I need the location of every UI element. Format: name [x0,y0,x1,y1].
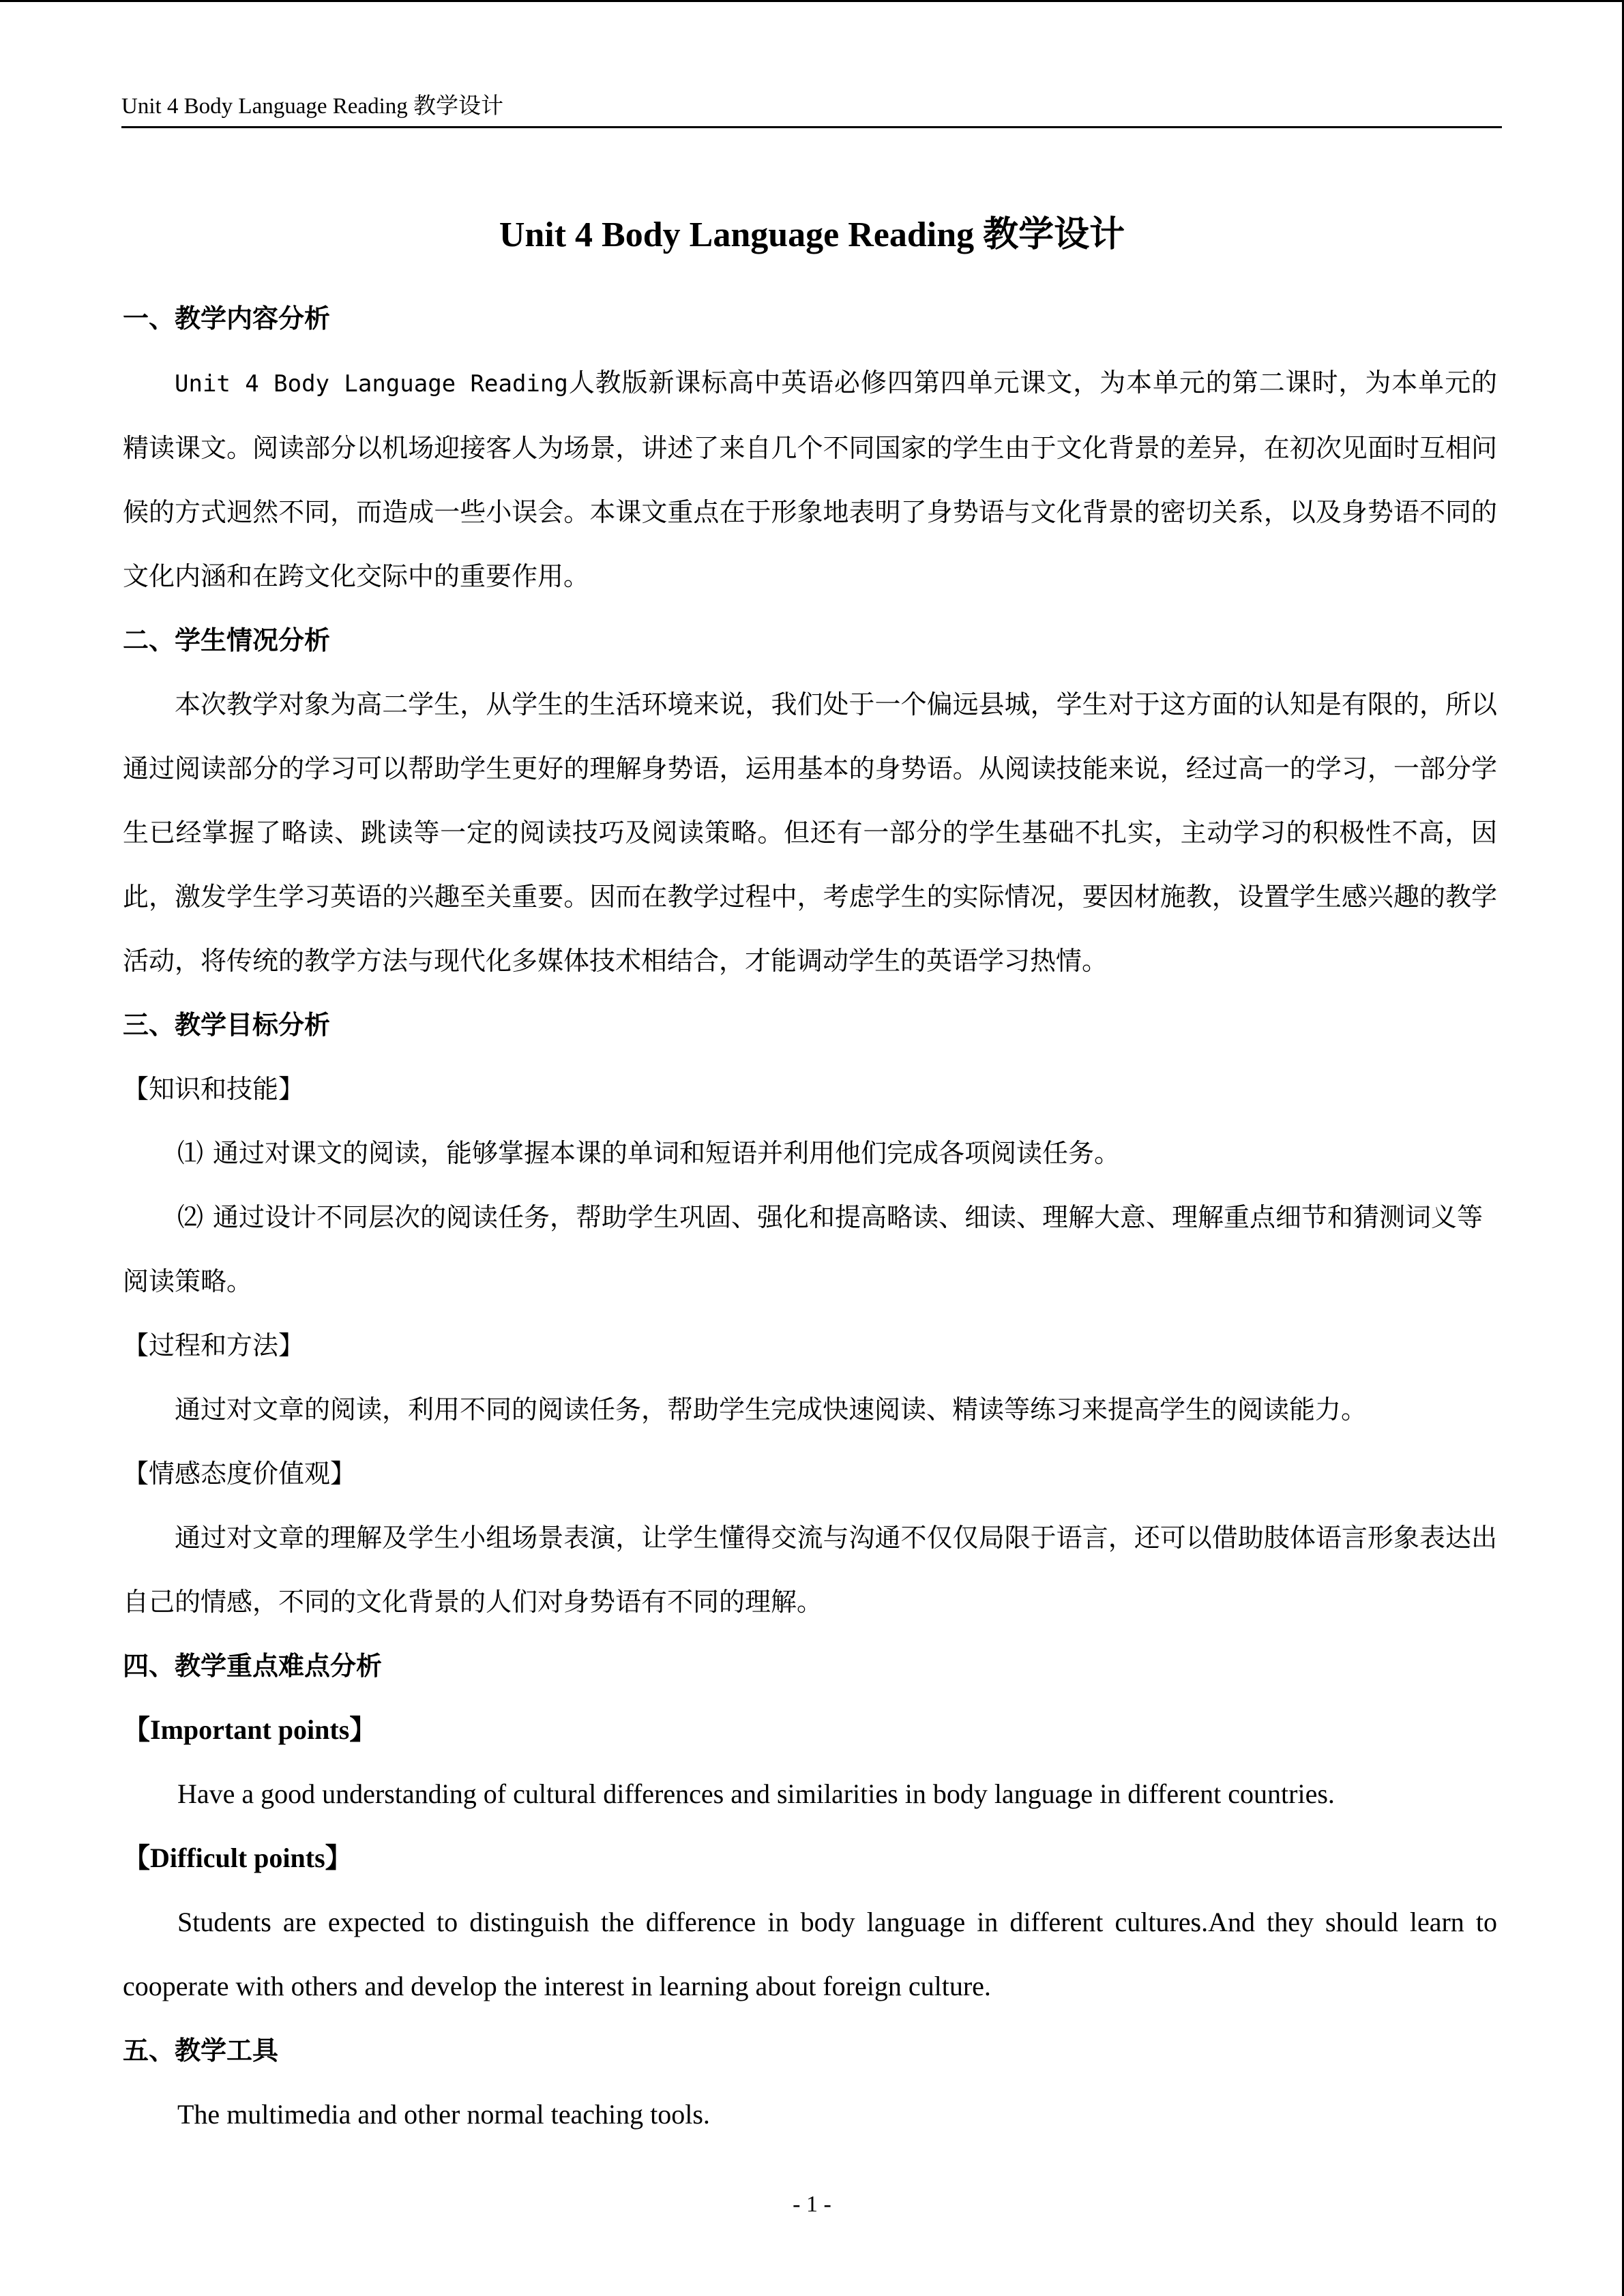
section-heading-objectives: 三、教学目标分析 [123,1009,331,1040]
document-body [123,286,1497,2147]
paragraph-difficult-points: Students are expected to distinguish the difference in body language in different cultures.And they should learn to cooperate with others and develop the interest in learning about foreign culture. [123,1907,1497,2001]
paragraph-emotion-values: 通过对文章的理解及学生小组场景表演，让学生懂得交流与沟通不仅仅局限于语言，还可以借助肢体语言形象表达出自己的情感，不同的文化背景的人们对身势语有不同的理解。 [123,1523,1497,1617]
section-heading-content-analysis: 一、教学内容分析 [123,303,331,333]
running-header: Unit 4 Body Language Reading 教学设计 [121,94,504,119]
objective-item-1: ⑴ 通过对课文的阅读，能够掌握本课的单词和短语并利用他们完成各项阅读任务。 [177,1138,1121,1168]
section-heading-key-points: 四、教学重点难点分析 [123,1650,383,1681]
section-heading-teaching-tools: 五、教学工具 [123,2035,279,2066]
unit-name: Unit 4 Body Language Reading [175,370,568,398]
paragraph-process-methods: 通过对文章的阅读，利用不同的阅读任务，帮助学生完成快速阅读、精读等练习来提高学生的阅读能力。 [175,1395,1368,1425]
label-emotion-values: 【情感态度价值观】 [123,1459,357,1489]
page-border-top [0,0,1624,2]
page-number: - 1 - [793,2192,831,2217]
document-title: Unit 4 Body Language Reading 教学设计 [499,215,1125,254]
label-difficult-points: 【Difficult points】 [123,1843,353,1873]
header-rule [121,126,1502,128]
label-important-points: 【Important points】 [123,1714,377,1745]
paragraph-important-points: Have a good understanding of cultural differences and similarities in body language in different countries. [177,1778,1335,1809]
label-process-methods: 【过程和方法】 [123,1330,305,1360]
paragraph-content-analysis: Unit 4 Body Language Reading人教版新课标高中英语必修四第四单元课文，为本单元的第二课时，为本单元的精读课文。阅读部分以机场迎接客人为场景，讲述了来自几个不同国家的学生由于文化背景的差异，在初次见面时互相问候的方式迥然不同，而造成一些小误会。本课文重点在于形象地表明了身势语与文化背景的密切关系，以及身势语不同的文化内涵和在跨文化交际中的重要作用。 [123,368,1497,591]
paragraph-student-analysis: 本次教学对象为高二学生，从学生的生活环境来说，我们处于一个偏远县城，学生对于这方面的认知是有限的，所以通过阅读部分的学习可以帮助学生更好的理解身势语，运用基本的身势语。从阅读技能来说，经过高一的学习，一部分学生已经掌握了略读、跳读等一定的阅读技巧及阅读策略。但还有一部分的学生基础不扎实，主动学习的积极性不高，因此，激发学生学习英语的兴趣至关重要。因而在教学过程中，考虑学生的实际情况，要因材施教，设置学生感兴趣的教学活动，将传统的教学方法与现代化多媒体技术相结合，才能调动学生的英语学习热情。 [123,689,1497,976]
objective-item-2: ⑵ 通过设计不同层次的阅读任务，帮助学生巩固、强化和提高略读、细读、理解大意、理解重点细节和猜测词义等阅读策略。 [123,1202,1483,1296]
label-knowledge-skills: 【知识和技能】 [123,1074,305,1104]
section-heading-student-analysis: 二、学生情况分析 [123,625,331,655]
paragraph-teaching-tools: The multimedia and other normal teaching tools. [177,2099,710,2130]
